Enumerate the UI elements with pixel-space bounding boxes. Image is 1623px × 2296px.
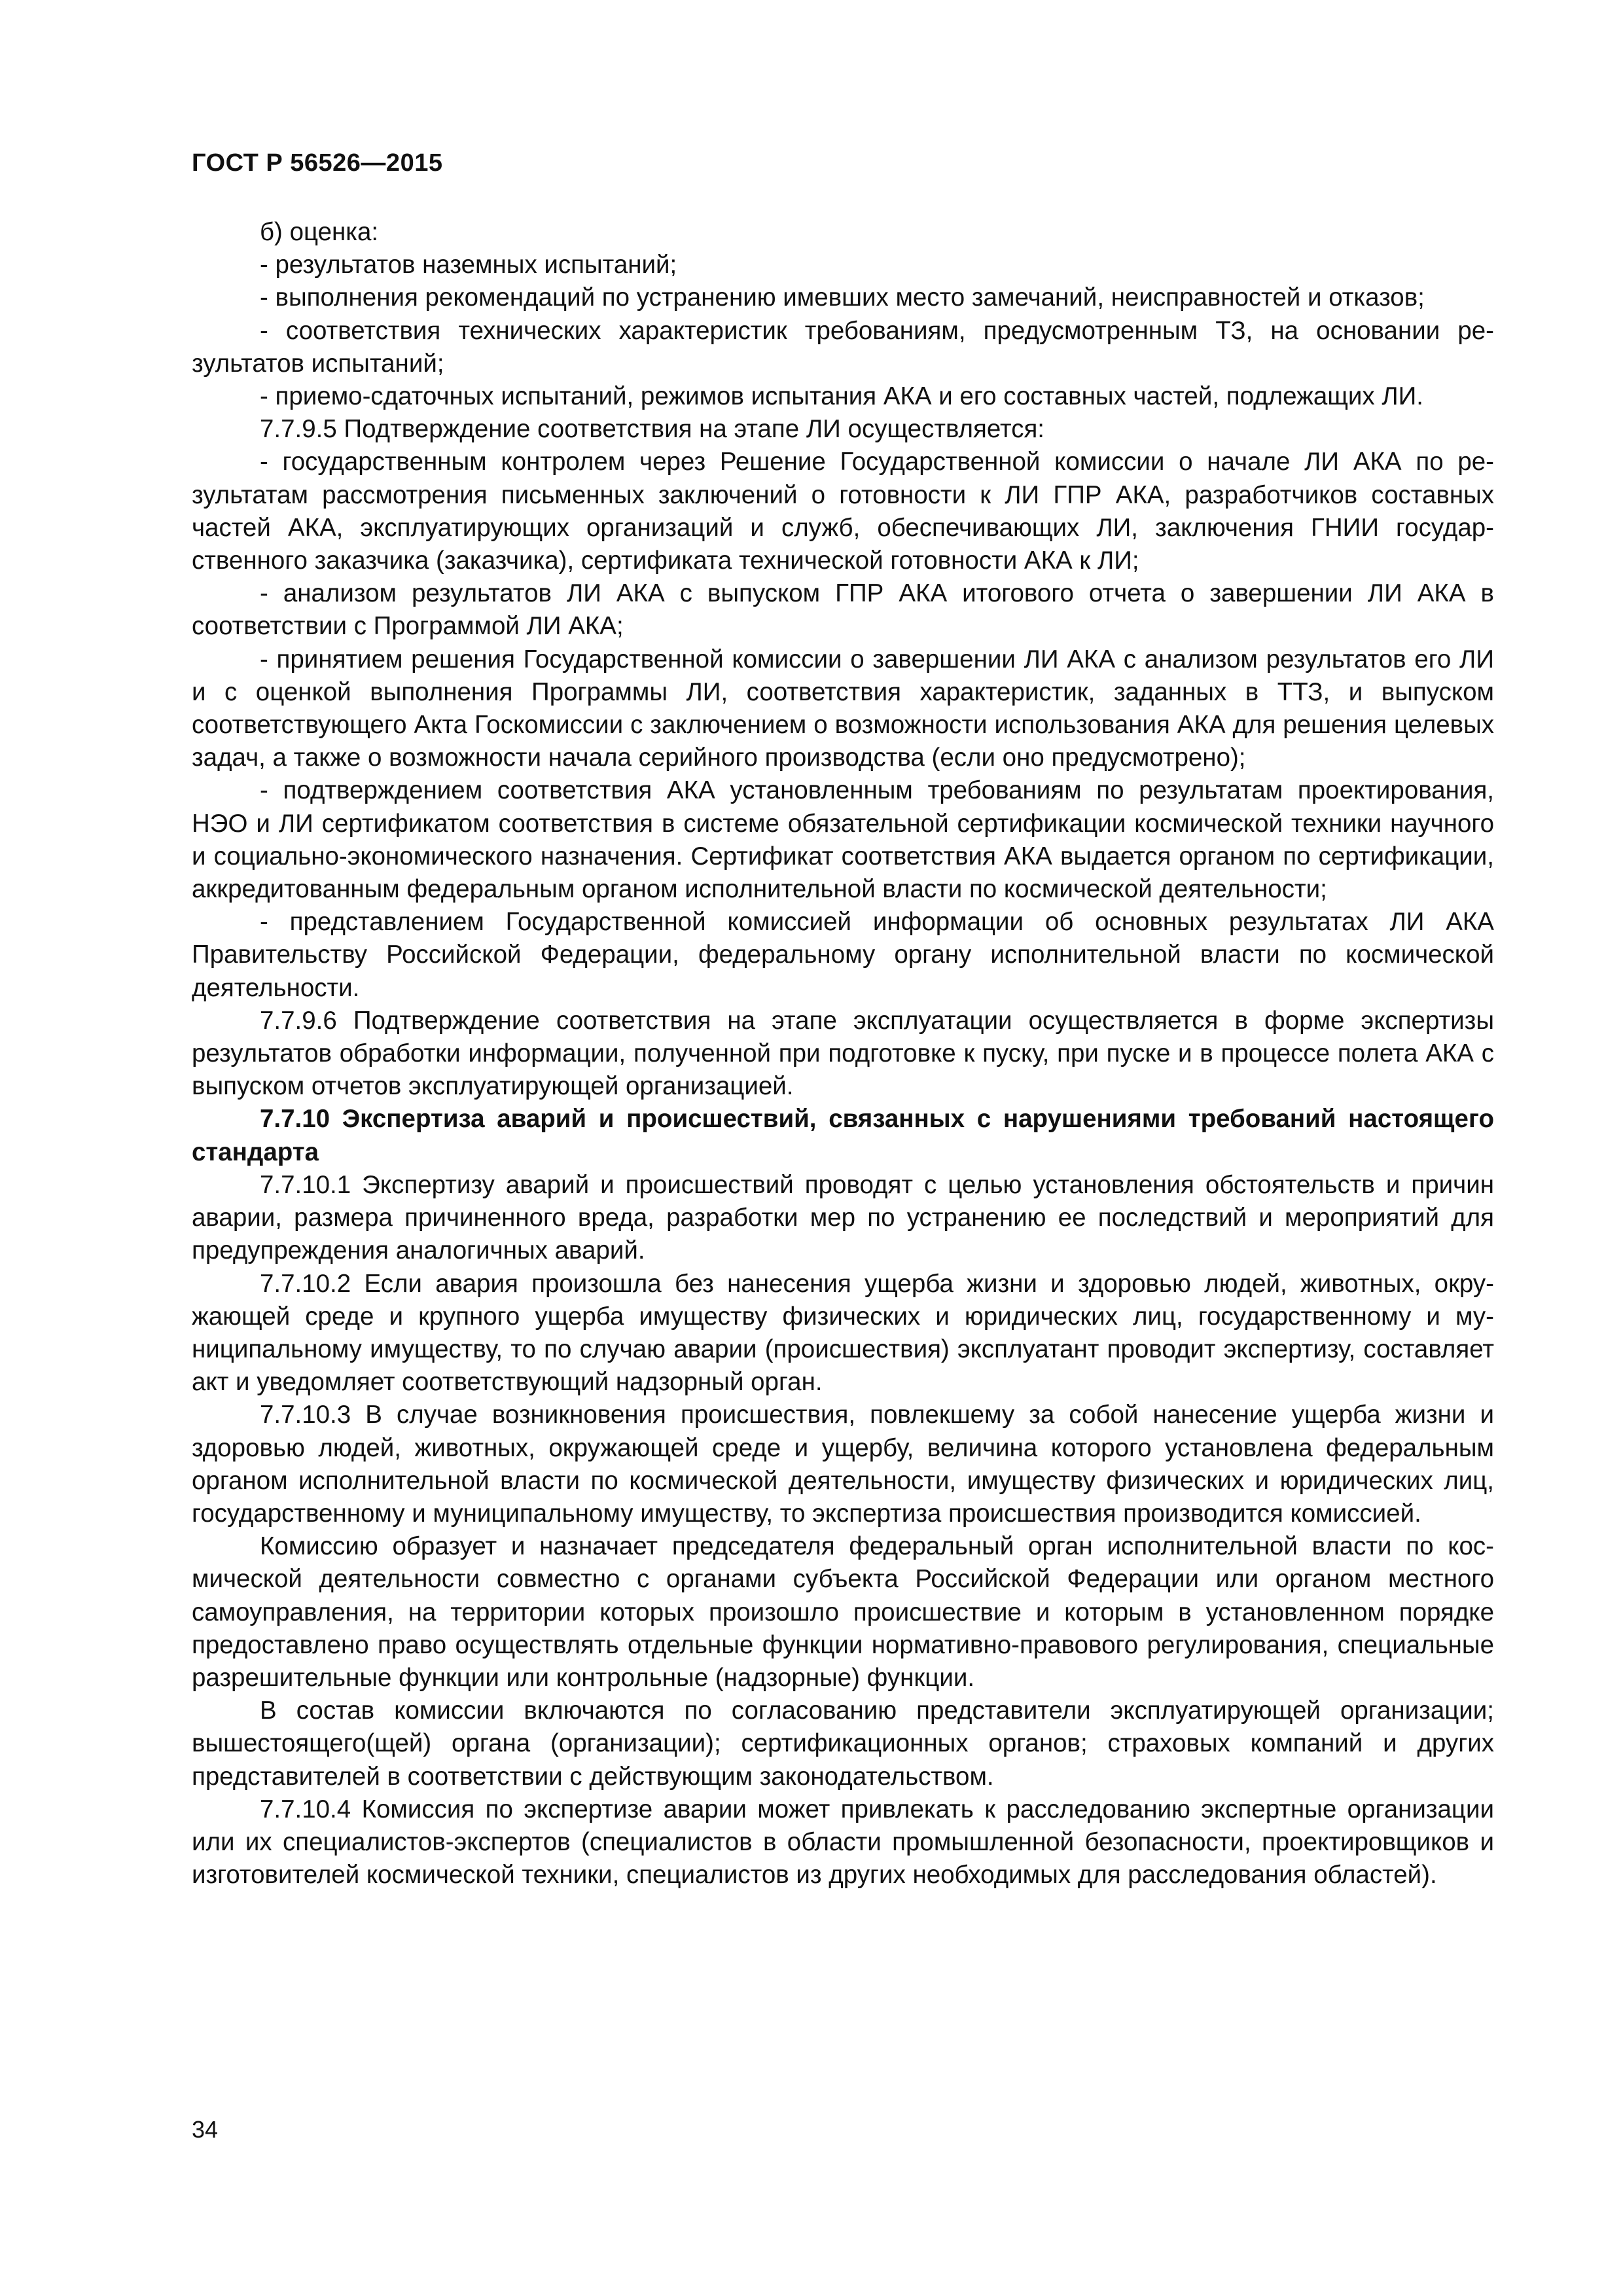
- page-header: ГОСТ Р 56526—2015: [192, 149, 443, 177]
- paragraph: - государственным контролем через Решение Государственной комиссии о начале ЛИ АКА по результатам рассмотрения письменных заключений о готовности к ЛИ ГПР АКА, разработчиков составных частей АКА, эксплуатирующих организаций и служб, обеспечивающих ЛИ, заключения ГНИИ государственного заказчика (заказчика), сертификата технической готовности АКА к ЛИ;: [192, 448, 1494, 575]
- paragraph: - представлением Государственной комиссией информации об основных результатах ЛИ АКА Правительству Российской Федерации, федеральному органу исполнительной власти по космической деятельности.: [192, 908, 1494, 1002]
- page-number: 34: [192, 2116, 219, 2143]
- paragraph: В состав комиссии включаются по согласованию представители эксплуатирующей организации; вышестоящего(щей) органа (организации); сертификационных органов; страховых компаний и других представителей в соответствии с действующим законодательством.: [192, 1696, 1494, 1791]
- paragraph: 7.7.9.6 Подтверждение соответствия на этапе эксплуатации осуществляется в форме экспертизы результатов обработки информации, полученной при подготовке к пуску, при пуске и в процессе полета АКА с выпуском отчетов эксплуатирующей организацией.: [192, 1006, 1494, 1101]
- paragraph: 7.7.10.4 Комиссия по экспертизе аварии может привлекать к расследованию экспертные организации или их специалистов-экспертов (специалистов в области промышленной безопасности, проектировщиков и изготовителей космической техники, специалистов из других необходимых для расследования областей).: [192, 1795, 1494, 1890]
- paragraph: - анализом результатов ЛИ АКА с выпуском ГПР АКА итогового отчета о завершении ЛИ АКА в соответствии с Программой ЛИ АКА;: [192, 579, 1494, 641]
- section-heading: 7.7.10 Экспертиза аварий и происшествий, связанных с нарушениями требований настоящего стандарта: [192, 1105, 1494, 1166]
- paragraph: - принятием решения Государственной комиссии о завершении ЛИ АКА с анализом результатов его ЛИ и с оценкой выполнения Программы ЛИ, соответствия характеристик, заданных в ТТЗ, и выпуском соответствующего Акта Госкомиссии с заключением о возможности использования АКА для решения целевых задач, а также о возможности начала серийного производства (если оно предусмотрено);: [192, 645, 1494, 772]
- paragraph: - подтверждением соответствия АКА установленным требованиям по результатам проектирования, НЭО и ЛИ сертификатом соответствия в системе обязательной сертификации космической техники научного и социально-экономического назначения. Сертификат соответствия АКА выдается органом по сертификации, аккредитованным федеральным органом исполнительной власти по космической деятельности;: [192, 776, 1494, 904]
- paragraph: - приемо-сдаточных испытаний, режимов испытания АКА и его составных частей, подлежащих ЛИ.: [260, 382, 1423, 411]
- paragraph: Комиссию образует и назначает председателя федеральный орган исполнительной власти по космической деятельности совместно с органами субъекта Российской Федерации или органом местного самоуправления, на территории которых произошло происшествие и которым в установленном порядке предоставлено право осуществлять отдельные функции нормативно-правового регулирования, специальные разрешительные функции или контрольные (надзорные) функции.: [192, 1532, 1494, 1692]
- paragraph: 7.7.10.2 Если авария произошла без нанесения ущерба жизни и здоровью людей, животных, окружающей среде и крупного ущерба имуществу физических и юридических лиц, государственному и муниципальному имуществу, то по случаю аварии (происшествия) эксплуатант проводит экспертизу, составляет акт и уведомляет соответствующий надзорный орган.: [192, 1269, 1494, 1397]
- paragraph: б) оценка:: [260, 218, 379, 246]
- paragraph: - результатов наземных испытаний;: [260, 251, 677, 279]
- paragraph: 7.7.9.5 Подтверждение соответствия на этапе ЛИ осуществляется:: [260, 415, 1044, 444]
- paragraph: - выполнения рекомендаций по устранению имевших место замечаний, неисправностей и отказов;: [260, 283, 1425, 312]
- paragraph: 7.7.10.3 В случае возникновения происшествия, повлекшему за собой нанесение ущерба жизни и здоровью людей, животных, окружающей среде и ущербу, величина которого установлена федеральным органом исполнительной власти по космической деятельности, имуществу физических и юридических лиц, государственному и муниципальному имуществу, то экспертиза происшествия производится комиссией.: [192, 1401, 1494, 1528]
- document-body: [192, 216, 1494, 1892]
- paragraph: 7.7.10.1 Экспертизу аварий и происшествий проводят с целью установления обстоятельств и причин аварии, размера причиненного вреда, разработки мер по устранению ее последствий и мероприятий для предупреждения аналогичных аварий.: [192, 1170, 1494, 1265]
- paragraph: - соответствия технических характеристик требованиям, предусмотренным ТЗ, на основании результатов испытаний;: [192, 316, 1494, 378]
